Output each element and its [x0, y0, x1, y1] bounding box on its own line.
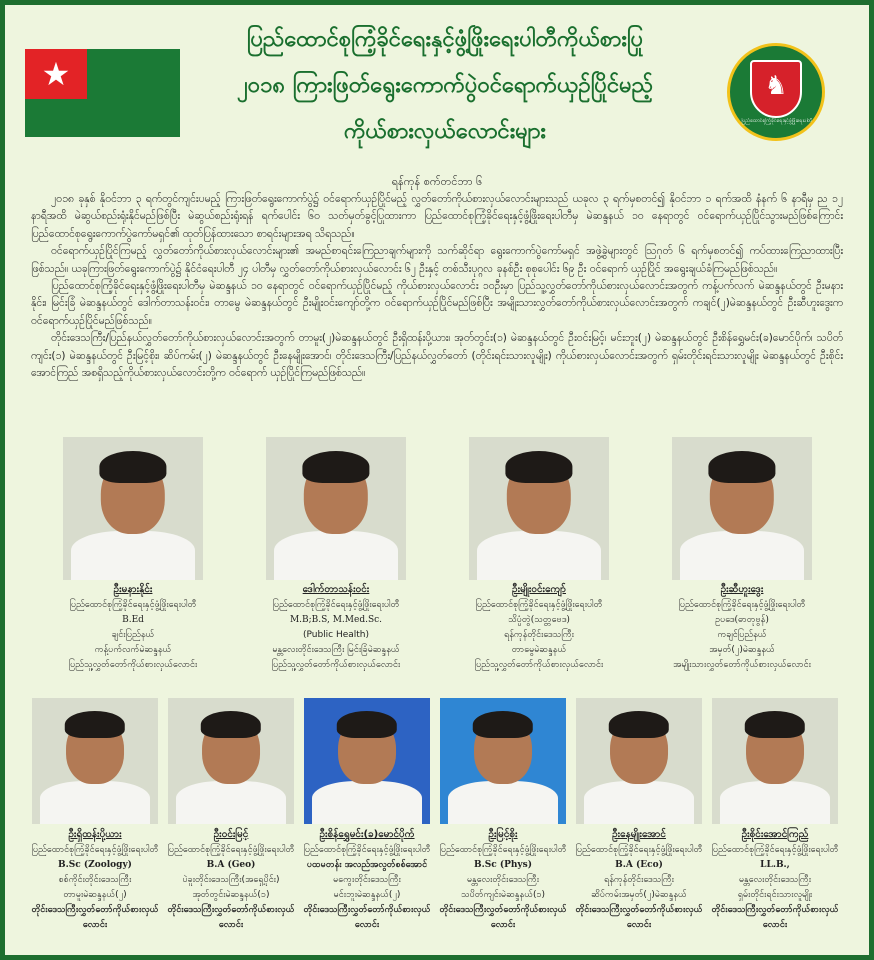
party-emblem: [727, 43, 825, 141]
candidate-detail-line: ဥပဒေ(ဓာတုဗွန်): [715, 615, 769, 625]
candidate-detail-line: B.Sc (Zoology): [58, 860, 132, 870]
portrait-shirt: [176, 781, 287, 824]
portrait-shirt: [584, 781, 695, 824]
candidate-name: ဦးမျိုးဝင်းကျော်: [512, 584, 566, 595]
candidate-photo: [469, 437, 609, 580]
portrait-hair: [505, 451, 572, 482]
candidate-detail-line: B.A (Geo): [206, 860, 256, 870]
chinthe-icon: ♞: [764, 71, 788, 101]
page-title: [195, 17, 695, 155]
candidate-photo: [576, 698, 702, 824]
portrait-shirt: [312, 781, 423, 824]
portrait-shirt: [274, 531, 397, 580]
portrait-hair: [99, 451, 166, 482]
candidate-detail-line: ချင်းပြည်နယ်: [111, 630, 155, 640]
candidate-photo: [63, 437, 203, 580]
candidate-detail-line: မန္တလေးတိုင်းဒေသကြီး မြင်းခြံမဲဆန္ဒနယ်: [272, 645, 400, 655]
candidate-detail-line: ပြည်ထောင်စုကြံ့ခိုင်ရေးနှင့်ဖွံ့ဖြိုးရေးပါတီ: [439, 845, 567, 855]
portrait-shirt: [71, 531, 194, 580]
candidate-detail-line: (Public Health): [302, 630, 370, 640]
candidate-name: ဦးဝင်းမြင့်: [213, 829, 249, 840]
portrait-hair: [609, 711, 669, 739]
header: [5, 5, 869, 175]
candidate-card: [35, 581, 231, 673]
portrait-shirt: [680, 531, 803, 580]
candidate-detail-line: ပြည်ထောင်စုကြံ့ခိုင်ရေးနှင့်ဖွံ့ဖြိုးရေးပါတီ: [711, 845, 839, 855]
emblem-text: ပြည်ထောင်စုကြံ့ခိုင်ရေးနှင့်ဖွံ့ဖြိုးရေးပါတီ: [741, 118, 813, 124]
portrait-hair: [302, 451, 369, 482]
candidate-detail-line: တိုင်းဒေသကြီးလွှတ်တော်ကိုယ်စားလှယ်လောင်း: [439, 905, 567, 930]
candidate-detail-line: ပြည်ထောင်စုကြံ့ခိုင်ရေးနှင့်ဖွံ့ဖြိုးရေးပါတီ: [31, 845, 159, 855]
candidate-detail-line: ကန့်ပက်လက်မဲဆန္ဒနယ်: [94, 645, 172, 655]
candidate-detail-line: ပြည်သူ့လွှတ်တော်ကိုယ်စားလှယ်လောင်း: [68, 660, 198, 670]
portrait-hair: [201, 711, 261, 739]
paragraph-3: ပြည်ထောင်စုကြံ့ခိုင်ရေးနှင့်ဖွံ့ဖြိုးရေးပါတီမှ မဲဆန္ဒနယ် ၁၀ နေရာတွင် ဝင်ရောက်ယှဉ်ပြိုင်မည့် ကိုယ်စားလှယ်လောင်း ၁၀ဦးမှာ ပြည်သူ့လွှတ်တော်ကိုယ်စားလှယ်လောင်းအတွက် ကန့်ပက်လက် မဲဆန္ဒနယ်တွင် ဦးမနားနိုင်း၊ မြင်းခြံ မဲဆန္ဒနယ်တွင် ဒေါက်တာသန်းဝင်း၊ တာမွေ မဲဆန္ဒနယ်တွင် ဦးမျိုးဝင်းကျော်တို့က ဝင်ရောက်ယှဉ်ပြိုင်မည်ဖြစ်ပြီး အမျိုးသားလွှတ်တော်ကိုယ်စားလှယ်လောင်းအတွက် ကချင်(၂)မဲဆန္ဒနယ်တွင် ဦးဆီဟူးဒွေးက ဝင်ရောက်ယှဉ်ပြိုင်မည်ဖြစ်သည်။: [31, 280, 843, 327]
candidate-name: ဦးမနားနိုင်း: [113, 584, 153, 595]
portrait-hair: [708, 451, 775, 482]
candidate-detail-line: M.B;B.S, M.Med.Sc.: [289, 615, 383, 625]
candidate-detail-line: ပြည်ထောင်စုကြံ့ခိုင်ရေးနှင့်ဖွံ့ဖြိုးရေးပါတီ: [475, 600, 603, 610]
portrait-shirt: [720, 781, 831, 824]
candidate-photo: [304, 698, 430, 824]
candidate-detail-line: တာမွေမဲဆန္ဒနယ်: [511, 645, 567, 655]
candidate-detail-line: ဆိပ်ကမ်းအမှတ်(၂)မဲဆန္ဒနယ်: [591, 890, 687, 900]
candidate-detail-line: သိပ္ပံတွဲ(သတ္တဗေဒ): [508, 615, 570, 625]
paragraph-1: ၂၀၁၈ ခုနှစ် နိုဝင်ဘာ ၃ ရက်တွင်ကျင်းပမည့် ကြားဖြတ်ရွေးကောက်ပွဲ၌ ဝင်ရောက်ယှဉ်ပြိုင်မည့် လွှတ်တော်ကိုယ်စားလှယ်လောင်းများသည် ယခုလ ၃ ရက်မှစတင်၍ နိုဝင်ဘာ ၁ ရက်အထိ နံနက် ၆ နာရီမှ ည ၁၂ နာရီအထိ မဲဆွယ်စည်းရုံးနိုင်မည်ဖြစ်ပြီး မဲဆွယ်စည်းရုံးရန် ရက်ပေါင်း ၆၀ သတ်မှတ်ခွင့်ပြုထားကာ ပြည်ထောင်စုကြံ့ခိုင်ရေးနှင့်ဖွံ့ဖြိုးရေးပါတီမှ မဲဆန္ဒနယ် ၁၀ နေရာတွင် ဝင်ရောက်ယှဉ်ပြိုင်သွားမည်ဖြစ်ကြောင်း ပြည်ထောင်စုရွေးကောက်ပွဲကော်မရှင်၏ ထုတ်ပြန်ထားသော စာရင်းများအရ သိရသည်။: [31, 193, 843, 240]
candidate-card: [569, 826, 709, 933]
candidate-detail-line: B.Sc (Phys): [474, 860, 532, 870]
star-icon: ★: [41, 55, 71, 93]
portrait-hair: [473, 711, 533, 739]
candidate-detail-line: တိုင်းဒေသကြီးလွှတ်တော်ကိုယ်စားလှယ်လောင်း: [167, 905, 295, 930]
candidate-photo: [672, 437, 812, 580]
candidate-detail-line: အမျိုးသားလွှတ်တော်ကိုယ်စားလှယ်လောင်း: [673, 660, 811, 670]
candidate-card: [441, 581, 637, 673]
candidate-detail-line: တိုင်းဒေသကြီးလွှတ်တော်ကိုယ်စားလှယ်လောင်း: [303, 905, 431, 930]
candidate-detail-line: တိုင်းဒေသကြီးလွှတ်တော်ကိုယ်စားလှယ်လောင်း: [711, 905, 839, 930]
portrait-hair: [745, 711, 805, 739]
candidate-detail-line: ပြည်ထောင်စုကြံ့ခိုင်ရေးနှင့်ဖွံ့ဖြိုးရေးပါတီ: [303, 845, 431, 855]
candidate-detail-line: ပြည်ထောင်စုကြံ့ခိုင်ရေးနှင့်ဖွံ့ဖြိုးရေးပါတီ: [272, 600, 400, 610]
candidate-name: ဦးရှိထန်းပို့ယား: [68, 829, 122, 840]
candidate-detail-line: အုတ်တွင်းမဲဆန္ဒနယ်(၁): [192, 890, 270, 900]
candidate-detail-line: တိုင်းဒေသကြီးလွှတ်တော်ကိုယ်စားလှယ်လောင်း: [31, 905, 159, 930]
candidate-detail-line: ရှမ်းတိုင်းရင်းသားလူမျိုး: [737, 890, 813, 900]
candidate-name: ဦးစိန်ရွှေမင်း(ခ)မောင်ပိုက်: [319, 829, 415, 840]
candidate-name: ဦးမြင့်စိုး: [488, 829, 518, 840]
title-line-2: ၂၀၁၈ ကြားဖြတ်ရွေးကောက်ပွဲဝင်ရောက်ယှဉ်ပြိုင်မည့်: [236, 73, 654, 98]
candidate-card: [705, 826, 845, 933]
candidate-photo: [266, 437, 406, 580]
candidate-detail-line: အမှတ်(၂)မဲဆန္ဒနယ်: [709, 645, 775, 655]
candidate-detail-line: မင်းဘူးမဲဆန္ဒနယ်(၂): [333, 890, 401, 900]
candidate-name: ဦးဆီဟူးဒွေး: [720, 584, 764, 595]
candidate-detail-line: ပြည်ထောင်စုကြံ့ခိုင်ရေးနှင့်ဖွံ့ဖြိုးရေးပါတီ: [678, 600, 806, 610]
candidate-card: [297, 826, 437, 933]
party-flag: [25, 49, 180, 137]
candidate-detail-line: သပိတ်ကျင်းမဲဆန္ဒနယ်(၁): [460, 890, 546, 900]
candidate-card: [644, 581, 840, 673]
candidate-detail-line: မန္တလေးတိုင်းဒေသကြီး: [467, 875, 539, 885]
candidate-photo: [712, 698, 838, 824]
portrait-shirt: [448, 781, 559, 824]
candidate-detail-line: ပြည်ထောင်စုကြံ့ခိုင်ရေးနှင့်ဖွံ့ဖြိုးရေးပါတီ: [575, 845, 703, 855]
candidate-detail-line: ပြည်သူ့လွှတ်တော်ကိုယ်စားလှယ်လောင်း: [474, 660, 604, 670]
candidate-detail-line: တိုင်းဒေသကြီးလွှတ်တော်ကိုယ်စားလှယ်လောင်း: [575, 905, 703, 930]
candidate-name: ဦးနေမျိုးအောင်: [612, 829, 666, 840]
candidate-detail-line: မန္တလေးတိုင်းဒေသကြီး: [739, 875, 811, 885]
portrait-shirt: [477, 531, 600, 580]
article-body: [31, 191, 843, 382]
dateline: ရန်ကုန် စက်တင်ဘာ ၆: [391, 175, 483, 188]
candidate-detail-line: ရန်ကုန်တိုင်းဒေသကြီး: [604, 875, 674, 885]
candidate-card: [238, 581, 434, 673]
title-line-1: ပြည်ထောင်စုကြံ့ခိုင်ရေးနှင့်ဖွံ့ဖြိုးရေးပါတီကိုယ်စားပြု: [246, 27, 644, 52]
candidate-detail-line: မကွေးတိုင်းဒေသကြီး: [333, 875, 401, 885]
paragraph-4: တိုင်းဒေသကြီး/ပြည်နယ်လွှတ်တော်ကိုယ်စားလှယ်လောင်းအတွက် တာမူး(၂)မဲဆန္ဒနယ်တွင် ဦးရှိထန်းပို့ယား၊ အုတ်တွင်း(၁) မဲဆန္ဒနယ်တွင် ဦးဝင်းမြင့်၊ မင်းဘူး(၂) မဲဆန္ဒနယ်တွင် ဦးစိန်ရွှေမင်း(ခ)မောင်ပိုက်၊ သပိတ်ကျင်း(၁) မဲဆန္ဒနယ်တွင် ဦးမြင့်စိုး၊ ဆိပ်ကမ်း(၂) မဲဆန္ဒနယ်တွင် ဦးနေမျိုးအောင်၊ တိုင်းဒေသကြီး/ပြည်နယ်လွှတ်တော် (တိုင်းရင်းသားလူမျိုး) ကိုယ်စားလှယ်လောင်းအတွက် ရှမ်းတိုင်းရင်းသားလူမျိုး မဲဆန္ဒနယ်တွင် ဦးစိုင်းအောင်ကြည် အစရှိသည့်ကိုယ်စားလှယ်လောင်းတို့က ဝင်ရောက် ယှဉ်ပြိုင်ကြမည်ဖြစ်သည်။: [31, 332, 843, 380]
title-line-3: ကိုယ်စားလှယ်လောင်းများ: [344, 119, 546, 144]
candidate-detail-line: ပြည်ထောင်စုကြံ့ခိုင်ရေးနှင့်ဖွံ့ဖြိုးရေးပါတီ: [167, 845, 295, 855]
candidate-detail-line: ကချင်ပြည်နယ်: [717, 630, 767, 640]
candidate-detail-line: ပြည်သူ့လွှတ်တော်ကိုယ်စားလှယ်လောင်း: [271, 660, 401, 670]
candidate-detail-line: B.A (Eco): [615, 860, 663, 870]
candidate-name: ဦးစိုင်းအောင်ကြည်: [741, 829, 809, 840]
candidate-photo: [168, 698, 294, 824]
portrait-shirt: [40, 781, 151, 824]
portrait-hair: [65, 711, 125, 739]
candidate-detail-line: LL.B.,: [760, 860, 790, 870]
candidate-detail-line: ပြည်ထောင်စုကြံ့ခိုင်ရေးနှင့်ဖွံ့ဖြိုးရေးပါတီ: [69, 600, 197, 610]
candidate-photo: [32, 698, 158, 824]
candidate-name: ဒေါက်တာသန်းဝင်း: [302, 584, 370, 595]
candidate-detail-line: စစ်ကိုင်းတိုင်းဒေသကြီး: [58, 875, 132, 885]
candidate-detail-line: B.Ed: [122, 615, 144, 625]
candidate-detail-line: ပထမတန်း အလည်အလွတ်စစ်အောင်: [306, 860, 428, 870]
candidate-detail-line: တာမူးမဲဆန္ဒနယ်(၂): [63, 890, 127, 900]
candidate-card: [25, 826, 165, 933]
candidate-card: [433, 826, 573, 933]
candidate-detail-line: ပဲခူးတိုင်းဒေသကြီး(အရှေ့ပိုင်း): [182, 875, 280, 885]
candidate-detail-line: ရန်ကုန်တိုင်းဒေသကြီး: [504, 630, 574, 640]
candidate-photo: [440, 698, 566, 824]
portrait-hair: [337, 711, 397, 739]
candidate-card: [161, 826, 301, 933]
paragraph-2: ဝင်ရောက်ယှဉ်ပြိုင်ကြမည့် လွှတ်တော်ကိုယ်စားလှယ်လောင်းများ၏ အမည်စာရင်းကြေညာချက်များကို သက်ဆိုင်ရာ ရွေးကောက်ပွဲကော်မရှင် အဖွဲ့ခွဲများတွင် ဩဂုတ် ၆ ရက်မှစတင်၍ ကပ်ထားကြေညာထားပြီးဖြစ်သည်။ ယခုကြားဖြတ်ရွေးကောက်ပွဲ၌ နိုင်ငံရေးပါတီ ၂၄ ပါတီမှ လွှတ်တော်ကိုယ်စားလှယ်လောင်း ၆၂ ဦးနှင့် တစ်သီးပုဂ္ဂလ ခုနစ်ဦး စုစုပေါင်း ၆၉ ဦး ဝင်ရောက် ယှဉ်ပြိုင် အရွေးချယ်ခံကြမည်ဖြစ်သည်။: [31, 245, 843, 275]
